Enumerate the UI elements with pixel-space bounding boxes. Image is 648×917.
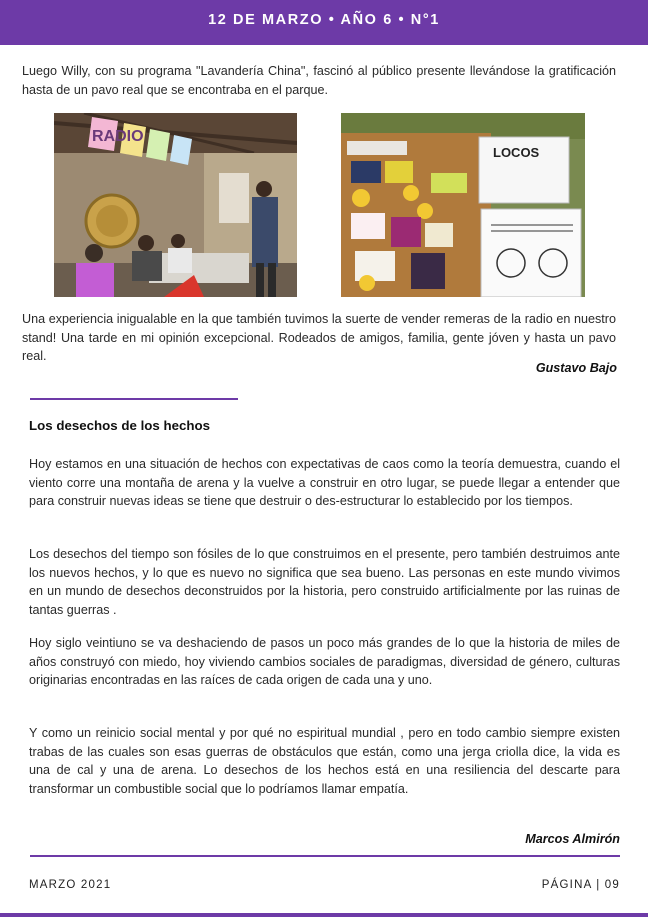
radio-stand-photo (54, 113, 297, 297)
author-marcos: Marcos Almirón (525, 832, 620, 846)
section-divider (30, 398, 238, 400)
article-intro-paragraph: Luego Willy, con su programa "Lavandería China", fascinó al público presente llevándose la gratificación hasta de un pavo real que se encontraba en el parque. (22, 64, 616, 97)
bottom-accent-bar (0, 913, 648, 917)
article-paragraph: Los desechos del tiempo son fósiles de lo que construimos en el presente, pero también destruimos ante los nuevos hechos, y lo que es nuevo no significa que sea bueno. Las personas en este mundo vivimos en un mundo de desechos deconstruidos por la historia, pero construido artificialmente por las ruinas de tantas guerras . (29, 547, 620, 617)
author-gustavo: Gustavo Bajo (535, 361, 617, 375)
section-title: Los desechos de los hechos (29, 418, 211, 433)
article-paragraph: Hoy siglo veintiuno se va deshaciendo de pasos un poco más grandes de lo que la historia de miles de años construyó con miedo, hoy viviendo cambios sociales de paradigmas, diversidad de género, culturas originarias encontradas en las raíces de cada origen de cada una y uno. (29, 636, 620, 687)
footer-divider (30, 855, 620, 857)
article-paragraph: Y como un reinicio social mental y por qué no espiritual mundial , pero en todo cambio siempre existen trabas de las cuales son esas guerras de obstáculos que están, como una jerga criolla dice, la vida es una de cal y una de arena. Lo desechos de los hechos está en una resiliencia del descarte para transformar un combustible social que lo podríamos llamar empatía. (29, 726, 620, 796)
merchandise-table-photo (341, 113, 585, 297)
footer-date: MARZO 2021 (29, 879, 112, 891)
article-paragraph: Hoy estamos en una situación de hechos con expectativas de caos como la teoría demuestra, cuando el viento corre una montaña de arena y la vuelve a construir en otro lugar, se puede llegar a entender que para construir nuevas ideas se tiene que destruir o des-estructurar lo establecido por los tiempos. (29, 457, 620, 508)
footer-page-number: PÁGINA | 09 (541, 879, 620, 891)
banner-text: RADIO (92, 128, 144, 145)
shirt-text: LOCOS (493, 145, 540, 160)
header-title: 12 DE MARZO • AÑO 6 • N°1 (208, 12, 440, 28)
article-body-paragraph: Una experiencia inigualable en la que también tuvimos la suerte de vender remeras de la radio en nuestro stand! Una tarde en mi opinión excepcional. Rodeados de amigos, familia, gente jóven y hasta un pavo real. (22, 312, 616, 363)
page-header (0, 0, 648, 45)
